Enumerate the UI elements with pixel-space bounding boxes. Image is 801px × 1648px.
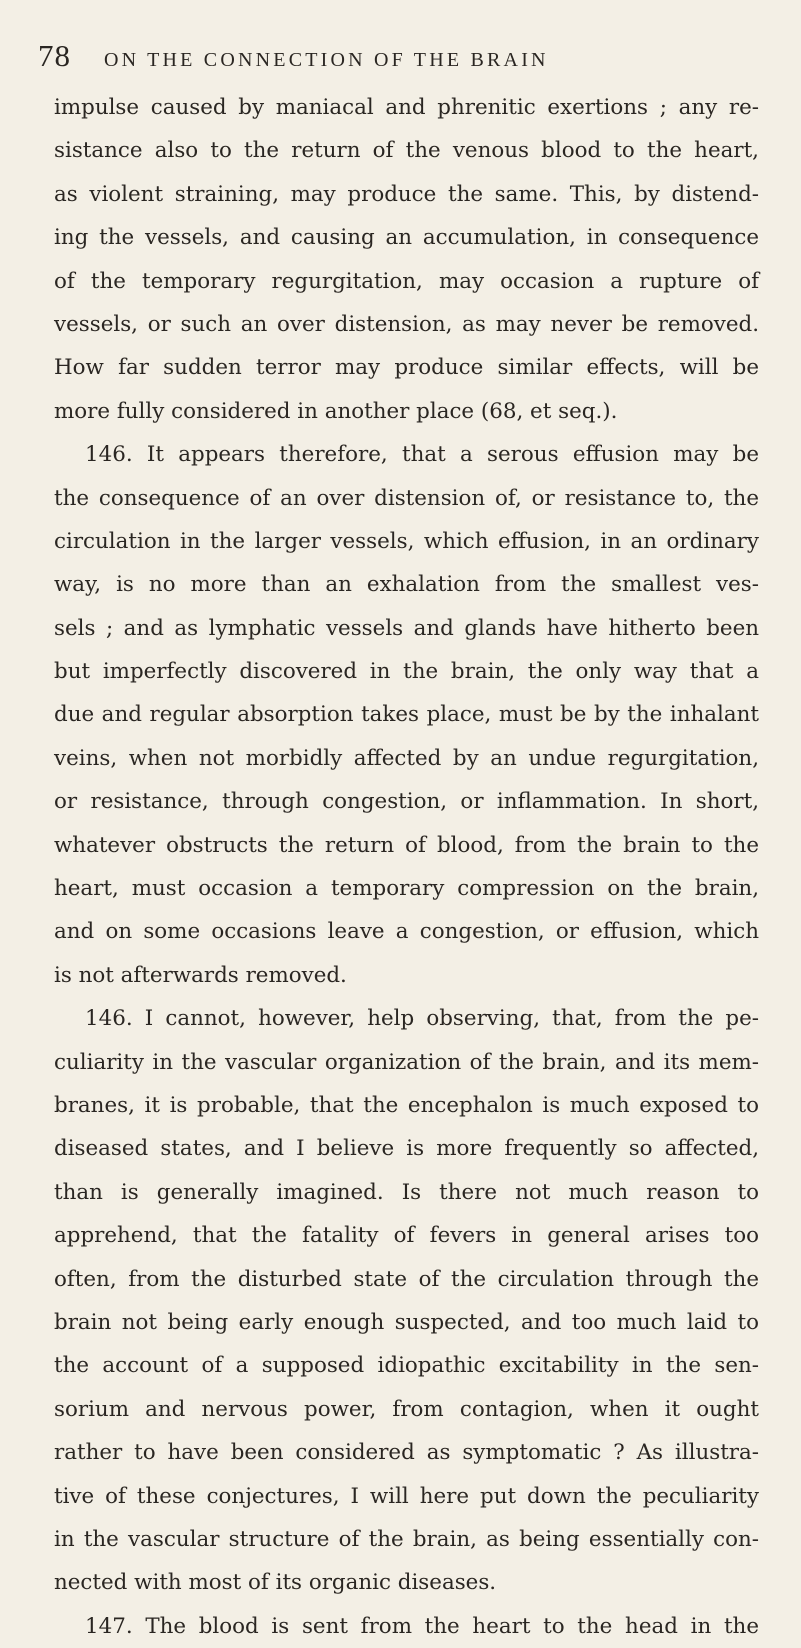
text-line: veins, when not morbidly affected by an undue regurgitation, <box>54 745 759 771</box>
text-line: sistance also to the return of the venous blood to the heart, <box>54 138 759 164</box>
text-line: circulation in the larger vessels, which effusion, in an ordinary <box>54 528 759 554</box>
text-line: How far sudden terror may produce similar effects, will be <box>54 355 759 381</box>
text-line: vessels, or such an over distension, as may never be removed. <box>54 311 759 337</box>
text-line: tive of these conjectures, I will here put down the peculiarity <box>54 1483 759 1509</box>
text-line: often, from the disturbed state of the circulation through the <box>54 1266 759 1292</box>
text-line: apprehend, that the fatality of fevers in general arises too <box>54 1223 759 1249</box>
text-line: brain not being early enough suspected, and too much laid to <box>54 1309 759 1335</box>
text-line: heart, must occasion a temporary compression on the brain, <box>54 876 759 902</box>
text-line: the consequence of an over distension of, or resistance to, the <box>54 485 759 511</box>
text-line: than is generally imagined. Is there not much reason to <box>54 1179 759 1205</box>
text-line: impulse caused by maniacal and phrenitic exertions ; any re- <box>54 95 759 120</box>
text-line: more fully considered in another place (68, et seq.). <box>54 398 618 424</box>
text-line: 146. It appears therefore, that a serous effusion may be <box>85 442 759 468</box>
text-line: way, is no more than an exhalation from the smallest ves- <box>54 572 759 598</box>
text-line: as violent straining, may produce the same. This, by distend- <box>54 181 759 207</box>
text-line: of the temporary regurgitation, may occasion a rupture of <box>54 268 759 294</box>
text-line: and on some occasions leave a congestion, or effusion, which <box>54 919 759 945</box>
body-text <box>54 86 759 1648</box>
text-line: diseased states, and I believe is more frequently so affected, <box>54 1136 759 1162</box>
text-line: culiarity in the vascular organization of the brain, and its mem- <box>54 1049 759 1075</box>
text-line: the account of a supposed idiopathic excitability in the sen- <box>54 1353 759 1379</box>
page-header <box>38 38 778 78</box>
text-line: ing the vessels, and causing an accumulation, in consequence <box>54 225 759 251</box>
text-line: branes, it is probable, that the encephalon is much exposed to <box>54 1092 759 1118</box>
text-line: sels ; and as lymphatic vessels and glands have hitherto been <box>54 615 759 641</box>
text-line: is not afterwards removed. <box>54 962 347 988</box>
text-line: whatever obstructs the return of blood, from the brain to the <box>54 832 759 858</box>
text-line: but imperfectly discovered in the brain, the only way that a <box>54 659 759 685</box>
text-line: 147. The blood is sent from the heart to the head in the <box>85 1613 759 1639</box>
text-line: or resistance, through congestion, or inflammation. In short, <box>54 789 759 815</box>
text-line: rather to have been considered as symptomatic ? As illustra- <box>54 1440 759 1466</box>
text-line: 146. I cannot, however, help observing, that, from the pe- <box>85 1006 759 1032</box>
running-head: ON THE CONNECTION OF THE BRAIN <box>104 49 549 71</box>
page-number: 78 <box>38 38 71 73</box>
text-line: in the vascular structure of the brain, as being essentially con- <box>54 1526 759 1552</box>
text-line: nected with most of its organic diseases. <box>54 1570 497 1596</box>
text-line: due and regular absorption takes place, must be by the inhalant <box>54 702 759 728</box>
text-line: sorium and nervous power, from contagion, when it ought <box>54 1396 759 1422</box>
